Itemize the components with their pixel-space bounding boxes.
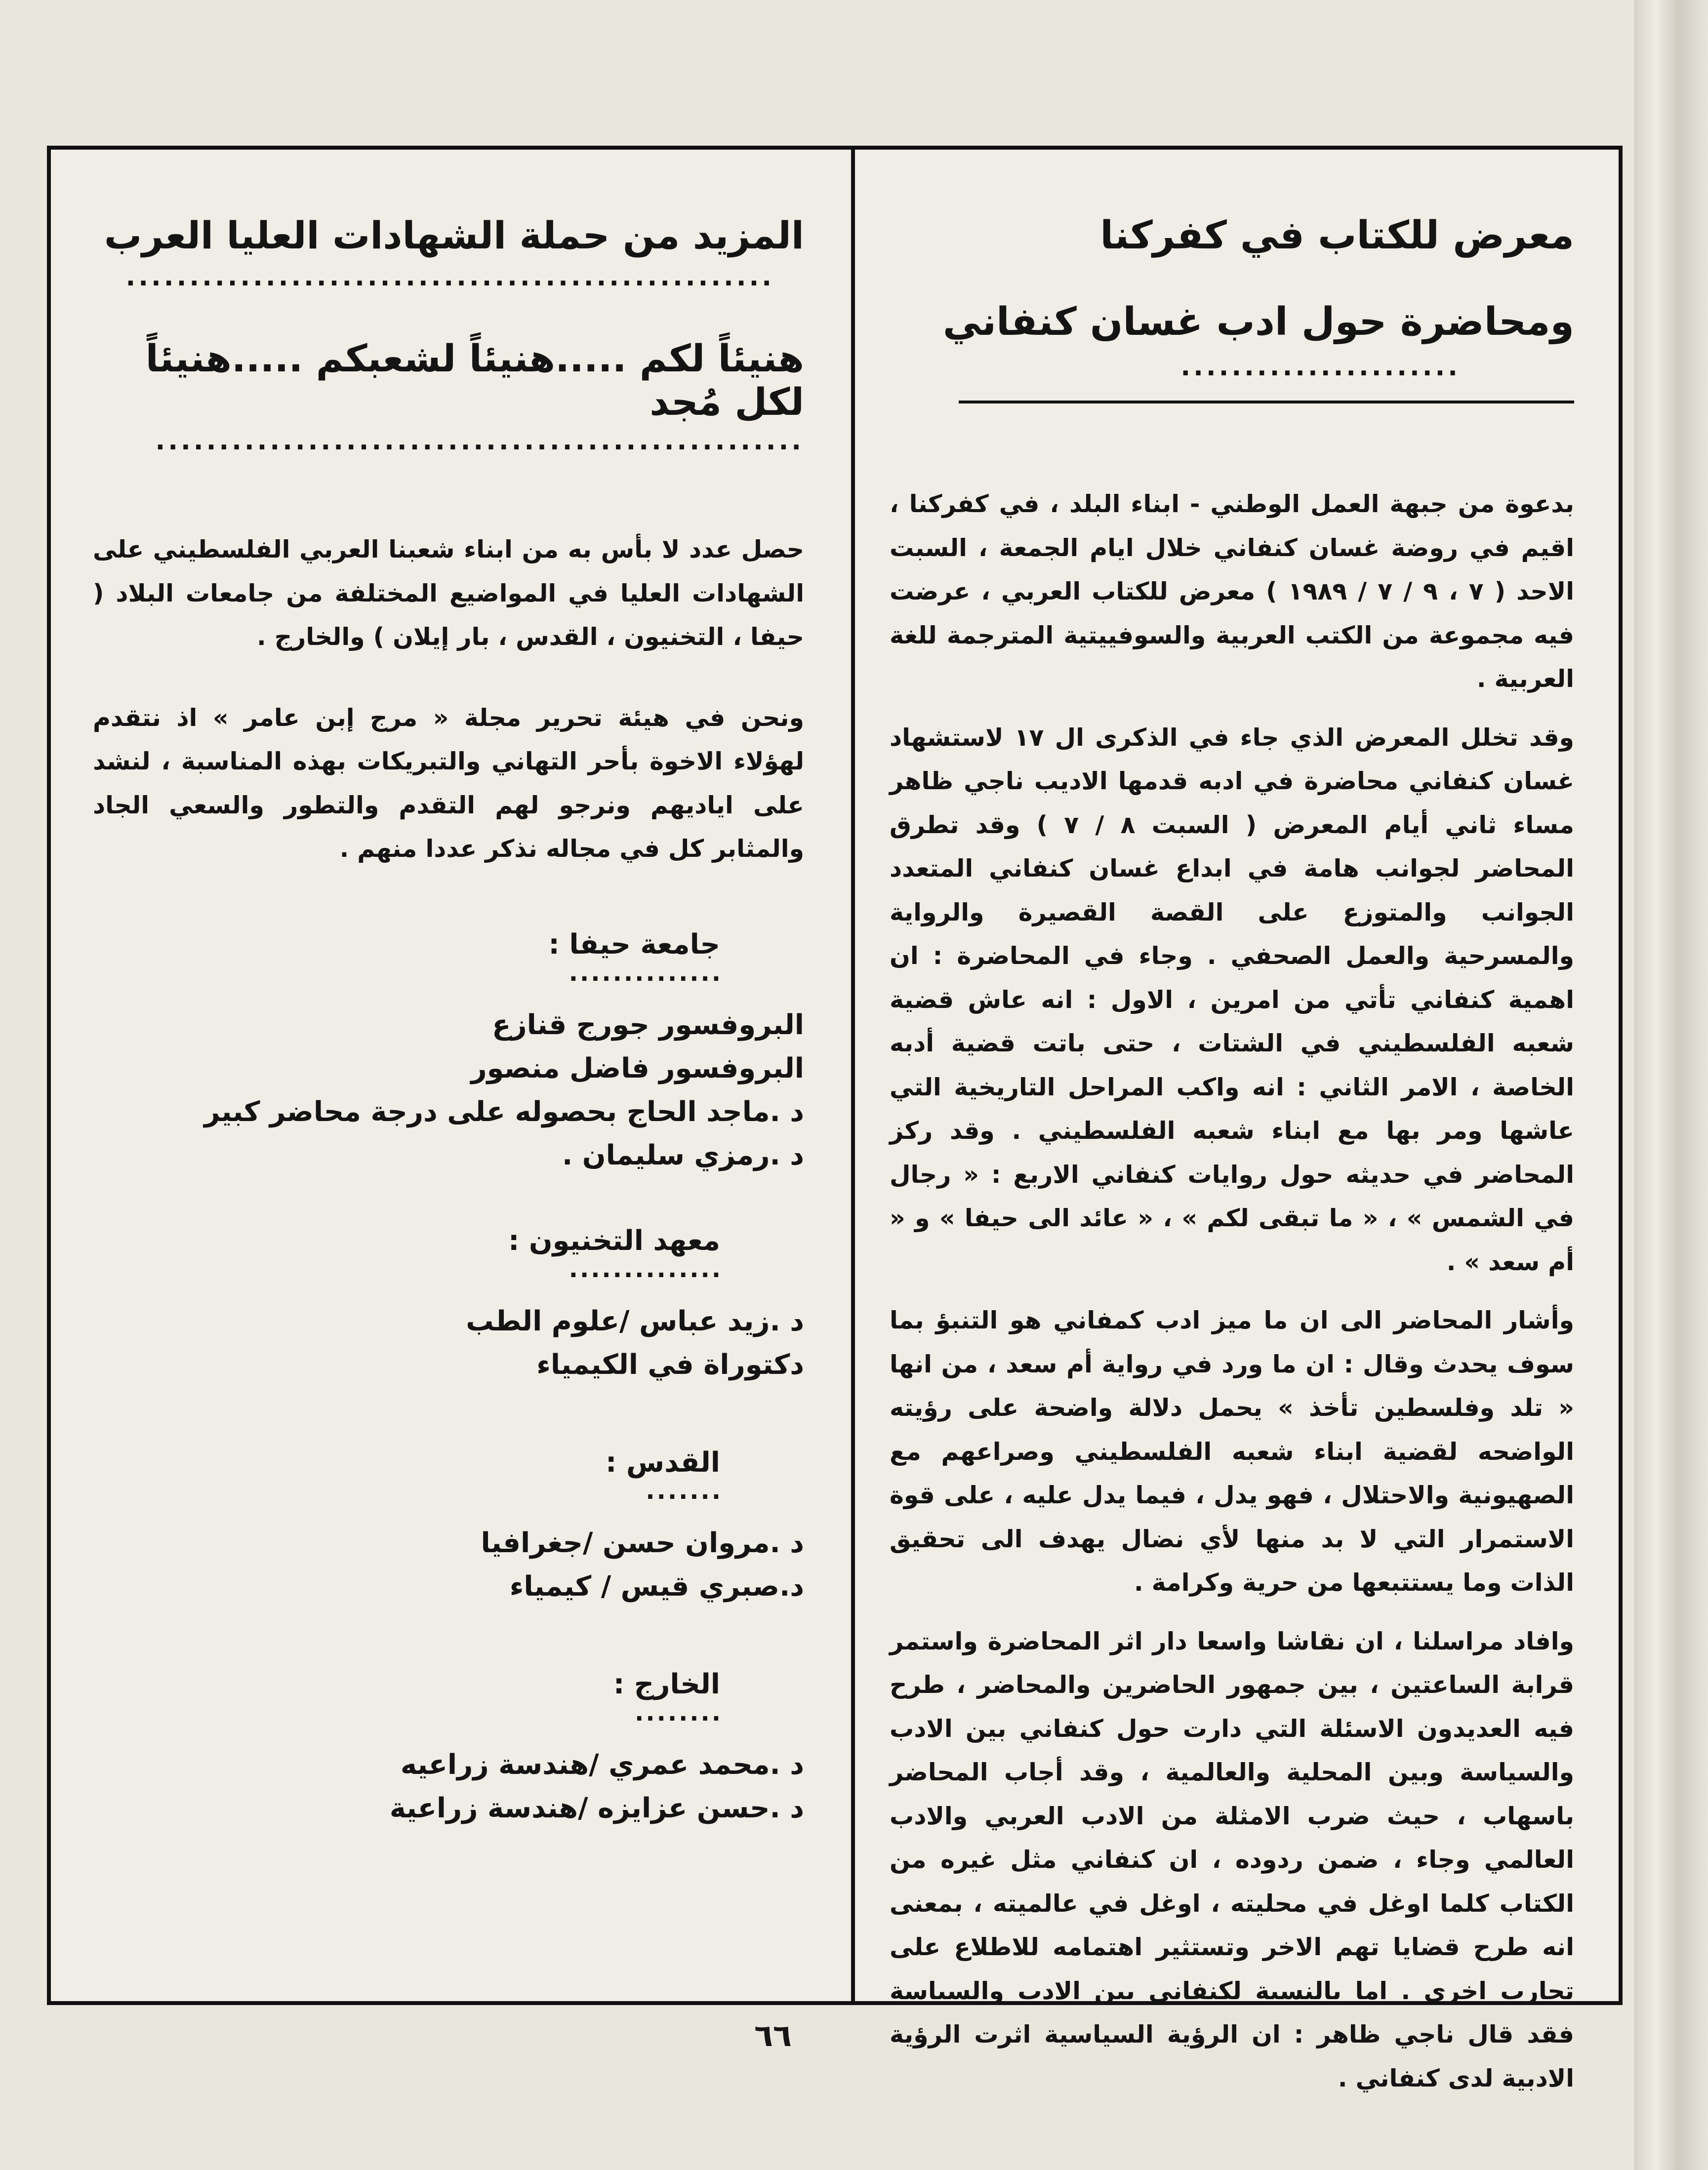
list-item: د .رمزي سليمان . xyxy=(562,1139,804,1171)
list-item: د.صبري قيس / كيمياء xyxy=(509,1570,804,1603)
section-jerusalem xyxy=(93,1446,804,1608)
list-item: د .حسن عزايزه /هندسة زراعية xyxy=(389,1792,804,1825)
right-article-title: معرض للكتاب في كفركنا xyxy=(1100,213,1574,258)
right-paragraph-3: وأشار المحاضر الى ان ما ميز ادب كمفاني هو التنبؤ بما سوف يحدث وقال : ان ما ورد في رواية أم سعد ، من انها « تلد وفلسطين تأخذ » يحمل دلالة واضحة على رؤيته الواضحه لقضية ابناء شعبه الفلسطيني وصراعهم مع الصهيونية والاحتلال ، فهو يدل ، فيما يدل عليه ، على قوة الاستمرار التي لا بد منها لأي نضال يهدف الى تحقيق الذات وما يستتبعها من حرية وكرامة . xyxy=(890,1306,1574,1597)
list-item: د .زيد عباس /علوم الطب xyxy=(466,1305,804,1338)
left-paragraph-2: ونحن في هيئة تحرير مجلة « مرج إبن عامر » اذ نتقدم لهؤلاء الاخوة بأحر التهاني والتبريكات بهذه المناسبة ، لنشد على اياديهم ونرجو لهم التقدم والتطور والسعي الجاد والمثابر كل في مجاله نذكر عددا منهم . xyxy=(93,703,804,863)
list-item: د .ماجد الحاج بحصوله على درجة محاضر كبير xyxy=(204,1095,804,1128)
page-edge xyxy=(1634,0,1708,2170)
section-dots: ........ xyxy=(635,1699,723,1727)
name-list xyxy=(93,1004,804,1177)
page-number: ٦٦ xyxy=(754,2017,792,2053)
left-title-dots: ................................................... xyxy=(125,264,774,290)
list-item: دكتوراة في الكيمياء xyxy=(536,1349,804,1381)
left-article-subtitle: هنيئاً لكم .....هنيئاً لشعبكم .....هنيئاً لكل مُجد xyxy=(145,336,804,424)
list-item: البروفسور جورج قنازع xyxy=(492,1008,804,1041)
right-paragraph-2: وقد تخلل المعرض الذي جاء في الذكرى ال ١٧ لاستشهاد غسان كنفاني محاضرة في ادبه قدمها الاديب ناجي ظاهر مساء ثاني أيام المعرض ( السبت ٨ / ٧ ) وقد تطرق المحاضر لجوانب هامة في ابداع غسان كنفاني المتعدد الجوانب والمتوزع على القصة القصيرة والرواية والمسرحية والعمل الصحفي . وجاء في المحاضرة : ان اهمية كنفاني تأتي من امرين ، الاول : انه عاش قضية شعبه الفلسطيني في الشتات ، حتى باتت قضية أدبه الخاصة ، الامر الثاني : انه واكب المراحل التاريخية التي عاشها ومر بها مع ابناء شعبه الفلسطيني . وقد ركز المحاضر في حديثه حول روايات كنفاني الاربع : « رجال في الشمس » ، « ما تبقى لكم » ، « عائد الى حيفا » و « أم سعد » . xyxy=(890,723,1575,1276)
right-article-dots: ...................... xyxy=(1180,354,1461,380)
left-paragraph-1: حصل عدد لا بأس به من ابناء شعبنا العربي الفلسطيني على الشهادات العليا في المواضيع المختلفة من جامعات البلاد ( حيفا ، التخنيون ، القدس ، بار إيلان ) والخارج . xyxy=(93,535,804,651)
section-title: الخارج : xyxy=(613,1668,720,1701)
section-dots: .............. xyxy=(569,1255,723,1284)
name-list xyxy=(93,1743,804,1830)
left-article-title: المزيد من حملة الشهادات العليا العرب xyxy=(104,213,804,257)
list-item: د .محمد عمري /هندسة زراعيه xyxy=(400,1749,804,1781)
name-list xyxy=(93,1300,804,1387)
list-item: البروفسور فاضل منصور xyxy=(471,1052,804,1085)
section-abroad xyxy=(93,1668,804,1830)
section-title: معهد التخنيون : xyxy=(508,1224,720,1257)
section-haifa xyxy=(93,928,804,1177)
right-paragraph-1: بدعوة من جبهة العمل الوطني - ابناء البلد ، في كفركنا ، اقيم في روضة غسان كنفاني خلال ايام الجمعة ، السبت الاحد ( ٧ ، ٩ / ٧ / ١٩٨٩ ) معرض للكتاب العربي ، عرضت فيه مجموعة من الكتب العربية والسوفييتية المترجمة للغة العربية . xyxy=(890,490,1575,693)
right-column xyxy=(855,150,1619,2092)
name-list xyxy=(93,1522,804,1608)
section-title: جامعة حيفا : xyxy=(548,928,720,961)
right-article-subtitle: ومحاضرة حول ادب غسان كنفاني xyxy=(942,299,1574,344)
right-article-rule xyxy=(959,401,1574,403)
left-subtitle-dots: ................................................... xyxy=(155,428,804,454)
left-column xyxy=(51,150,851,2001)
section-title: القدس : xyxy=(605,1447,720,1479)
section-dots: .............. xyxy=(569,959,723,987)
section-dots: ....... xyxy=(646,1477,723,1505)
list-item: د .مروان حسن /جغرافيا xyxy=(481,1527,804,1560)
column-divider xyxy=(851,150,855,2001)
section-technion xyxy=(93,1224,804,1387)
right-paragraph-4: وافاد مراسلنا ، ان نقاشا واسعا دار اثر المحاضرة واستمر قرابة الساعتين ، بين جمهور الحاضرين والمحاضر ، طرح فيه العديدون الاسئلة التي دارت حول كنفاني بين الادب والسياسة وبين المحلية والعالمية ، وقد أجاب المحاضر باسهاب ، حيث ضرب الامثلة من الادب العربي والادب العالمي وجاء ، ضمن ردوده ، ان كنفاني مثل غيره من الكتاب كلما اوغل في محليته ، اوغل في عالميته ، بمعنى انه طرح قضايا تهم الاخر وتستثير اهتمامه للاطلاع على تجارب اخرى . اما بالنسبة لكنفاني بين الادب والسياسة فقد قال ناجي ظاهر : ان الرؤية السياسية اثرت الرؤية الادبية لدى كنفاني . xyxy=(890,1627,1574,2092)
